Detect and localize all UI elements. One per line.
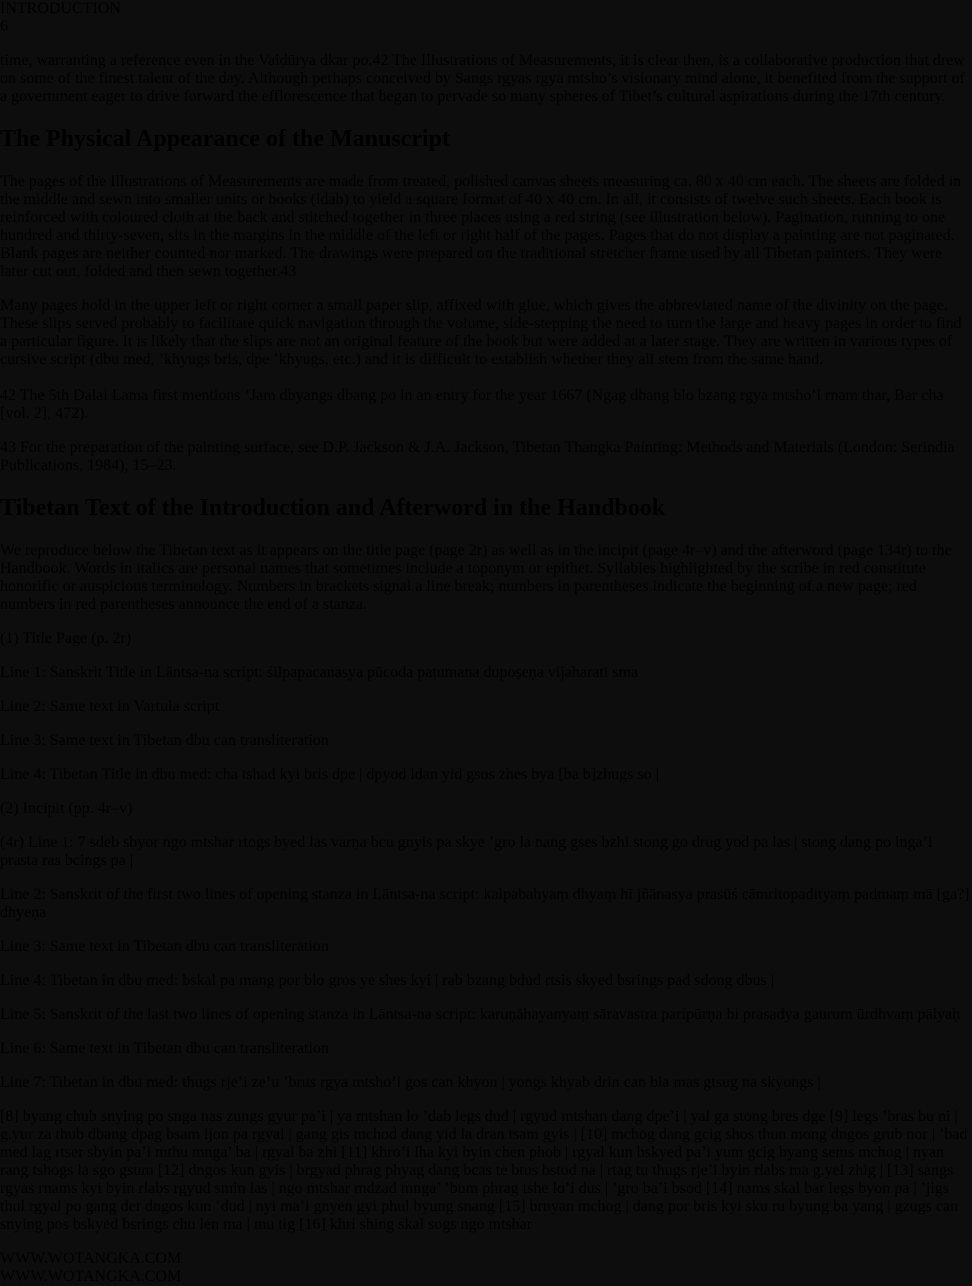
- left-column: [0, 52, 972, 475]
- subhead-incipit: (2) Incipit (pp. 4r–v): [0, 799, 133, 817]
- watermark-top: WWW.WOTANGKA.COM: [0, 1249, 182, 1267]
- incipit-line-3: Line 3: Same text in Tibetan dbu can transliteration: [0, 937, 329, 955]
- right-column: [0, 495, 972, 1234]
- watermark-middle: WWW.WOTANGKA.COM: [0, 1267, 182, 1285]
- footnote-43: 43 For the preparation of the painting surface, see D.P. Jackson & J.A. Jackson, Tibetan Thangka Painting: Methods and Materials (London: Serindia Publications, 1984), 15–23.: [0, 438, 955, 474]
- paragraph-continuation: time, warranting a reference even in the Vaiḍūrya dkar po.42 The Illustrations of Measurements, it is clear then, is a collaborative production that drew on some of the finest talent of the day. Although perhaps conceived by Sangs rgyas rgya mtsho’s visionary mind alone, it benefited from the support of a government eager to drive forward the efflorescence that began to pervade so many spheres of Tibet’s cultural aspirations during the 17th century.: [0, 52, 965, 105]
- title-page-line-2: Line 2: Same text in Vartula script: [0, 697, 220, 715]
- section-heading-physical-appearance: The Physical Appearance of the Manuscript: [0, 125, 450, 152]
- incipit-line-1: (4r) Line 1: 7 sdeb sbyor ngo mtshar rtogs byed las varṇa bcu gnyis pa skye ’gro la nang gses bzhi stong go drug yod pa las | stong dang po lnga’i prasta ras bcings pa |: [0, 833, 933, 869]
- footnotes: [0, 387, 972, 475]
- incipit-line-2: Line 2: Sanskrit of the first two lines of opening stanza in Lāntsa-na script: kalpabahyaṃ dhyaṃ hī jñānasya prasūś cāmritopadityaṃ padmaṃ mā [ga?] dhyeṇa: [0, 885, 970, 921]
- stanza-paragraph: [8] byang chub snying po snga nas zungs gyur pa’i | ya mtshan lo ’dab legs dud | rgyud mtshan dang dpe’i | yal ga stong bres dge [9] legs ’bras bu ni | g.yur za thub dbang dpag bsam ljon pa rgyal | gang gis mchod dang yid la dran tsam gyis | [10] mchog dang gcig shos thun mong dngos grub nor | ’bad med lag rtser sbyin pa’i mthu mnga’ ba | rgyal ba zhi [11] khro’i lha kyi byin chen phob | rgyal kun bskyed pa’i yum gcig byang sems mchog | nyan rang tshogs la sgo gsum [12] dngos kun gyis | brgyad phrag phyag dang bcas te btus bstod na | rtag tu thugs rje’i byin rlabs ma g.yel zhig | [13] sangs rgyas rnams kyi byin rlabs rgyud smin las | ngo mtshar mdzad mnga’ ’bum phrag tshe lo’i dus | ’gro ba’i bsod [14] nams skal bar legs byon pa | ’jigs thul rgyal po gang der dngos kun ’dud | nyi ma’i gnyen gyi phul byung snang [15] brnyan mchog | dang por bris kyi sku ru byung ba yang | gzugs can snying pos bskyed bsrings chu len ma | mu tig [16] khri shing skal sogs ngo mtshar: [0, 1107, 968, 1233]
- page-number: 6: [0, 18, 8, 35]
- top-gold-rule: [14, 14, 972, 17]
- title-page-line-3: Line 3: Same text in Tibetan dbu can transliteration: [0, 731, 329, 749]
- running-header: INTRODUCTION: [0, 0, 121, 17]
- paragraph-physical-appearance: The pages of the Illustrations of Measurements are made from treated, polished canvas sheets measuring ca. 80 x 40 cm each. The sheets are folded in the middle and sewn into smaller units or books (ldab) to yield a square format of 40 x 40 cm. In all, it consists of twelve such sheets. Each book is reinforced with coloured cloth at the back and stitched together in three places using a red string (see illustration below). Pagination, running to one hundred and thirty-seven, sits in the margins in the middle of the left or right half of the pages. Pages that do not display a painting are not paginated. Blank pages are neither counted nor marked. The drawings were prepared on the traditional stretcher frame used by all Tibetan painters. They were later cut out, folded and then sewn together.43: [0, 172, 962, 280]
- footnote-42: 42 The 5th Dalai Lama first mentions ’Jam dbyangs dbang po in an entry for the year 1667 (Ngag dbang blo bzang rgya mtsho’i rnam thar, Bar cha [vol. 2], 472).: [0, 386, 944, 422]
- incipit-line-6: Line 6: Same text in Tibetan dbu can transliteration: [0, 1039, 329, 1057]
- paragraph-intro: We reproduce below the Tibetan text as it appears on the title page (page 2r) as well as in the incipit (page 4r–v) and the afterword (page 134r) to the Handbook. Words in italics are personal names that sometimes include a toponym or epithet. Syllables highlighted by the scribe in red constitute honorific or auspicious terminology. Numbers in brackets signal a line break; numbers in parentheses indicate the beginning of a new page; red numbers in red parentheses announce the end of a stanza.: [0, 541, 952, 613]
- title-page-line-1: Line 1: Sanskrit Title in Lāntsa-na script: śilpapacanasya pūcoda paṭumana dupoṣeṇa vijaharati sma: [0, 663, 639, 681]
- incipit-line-4: Line 4: Tibetan in dbu med: bskal pa mang por blo gros ye shes kyi | rab bzang bdud rtsis skyed bsrings pad sdong dbus |: [0, 971, 774, 989]
- section-heading-tibetan-text: Tibetan Text of the Introduction and Afterword in the Handbook: [0, 494, 666, 521]
- incipit-line-5: Line 5: Sanskrit of the last two lines of opening stanza in Lāntsa-na script: karuṇāhayanyaṃ sāravastra paripūrṇa hi prasadya gaurum ūrdhvaṃ pālyaḥ: [0, 1005, 961, 1023]
- title-page-line-4: Line 4: Tibetan Title in dbu med: cha tshad kyi bris dpe | dpyod ldan yid gsos zhes bya [ba b]zhugs so |: [0, 765, 659, 783]
- paragraph-paper-slips: Many pages hold in the upper left or right corner a small paper slip, affixed with glue, which gives the abbreviated name of the divinity on the page. These slips served probably to facilitate quick navigation through the volume, side-stepping the need to turn the large and heavy pages in order to find a particular figure. It is likely that the slips are not an original feature of the book but were added at a later stage. They are written in various types of cursive script (dbu med, ’khyugs bris, dpe ’khyugs, etc.) and it is difficult to establish whether they all stem from the same hand.: [0, 296, 962, 368]
- subhead-title-page: (1) Title Page (p. 2r): [0, 629, 132, 647]
- incipit-line-7: Line 7: Tibetan in dbu med: thugs rje’i ze’u ’brus rgya mtsho’i gos can khyon | yongs khyab drin can bla mas gtsug na skyongs |: [0, 1073, 821, 1091]
